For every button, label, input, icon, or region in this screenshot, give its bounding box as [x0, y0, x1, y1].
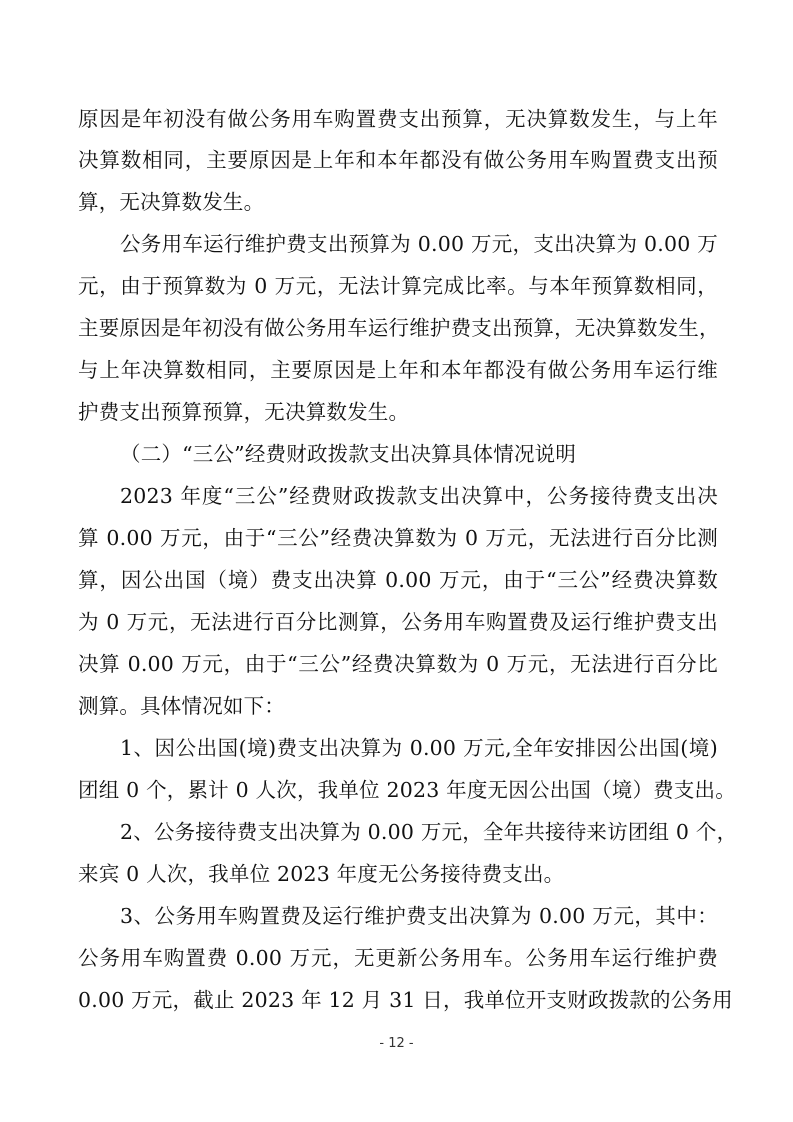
list-item-line: 3、公务用车购置费及运行维护费支出决算为 0.00 万元，其中： [120, 904, 718, 928]
paragraph-line: 决算数相同，主要原因是上年和本年都没有做公务用车购置费支出预 [78, 148, 718, 172]
paragraph-line: 主要原因是年初没有做公务用车运行维护费支出预算，无决算数发生， [78, 316, 720, 340]
paragraph-line: 护费支出预算预算，无决算数发生。 [78, 400, 410, 424]
paragraph-line: 测算。具体情况如下： [78, 694, 285, 718]
list-item-line: 公务用车购置费 0.00 万元，无更新公务用车。公务用车运行维护费 [78, 946, 718, 970]
paragraph-line: 算，无决算数发生。 [78, 190, 265, 214]
list-item-line: 来宾 0 人次，我单位 2023 年度无公务接待费支出。 [78, 862, 565, 886]
paragraph-line: 算，因公出国（境）费支出决算 0.00 万元，由于“三公”经费决算数 [78, 568, 718, 592]
list-item-line: 团组 0 个，累计 0 人次，我单位 2023 年度无因公出国（境）费支出。 [78, 778, 736, 802]
paragraph-line: 原因是年初没有做公务用车购置费支出预算，无决算数发生，与上年 [78, 107, 718, 131]
paragraph-line: 公务用车运行维护费支出预算为 0.00 万元，支出决算为 0.00 万 [120, 232, 718, 256]
paragraph-line: 算 0.00 万元，由于“三公”经费决算数为 0 万元，无法进行百分比测 [78, 526, 718, 550]
paragraph-line: 2023 年度“三公”经费财政拨款支出决算中，公务接待费支出决 [120, 484, 718, 508]
paragraph-line: 与上年决算数相同，主要原因是上年和本年都没有做公务用车运行维 [78, 358, 718, 382]
page-number: - 12 - [379, 1036, 414, 1051]
list-item-line: 0.00 万元，截止 2023 年 12 月 31 日，我单位开支财政拨款的公务用 [78, 988, 733, 1012]
list-item-line: 1、因公出国(境)费支出决算为 0.00 万元,全年安排因公出国(境) [120, 736, 718, 760]
paragraph-line: 决算 0.00 万元，由于“三公”经费决算数为 0 万元，无法进行百分比 [78, 652, 718, 676]
list-item-line: 2、公务接待费支出决算为 0.00 万元，全年共接待来访团组 0 个， [120, 820, 738, 844]
paragraph-line: 元，由于预算数为 0 万元，无法计算完成比率。与本年预算数相同， [78, 274, 718, 298]
section-heading: （二）“三公”经费财政拨款支出决算具体情况说明 [120, 442, 577, 466]
paragraph-line: 为 0 万元，无法进行百分比测算，公务用车购置费及运行维护费支出 [78, 610, 718, 634]
